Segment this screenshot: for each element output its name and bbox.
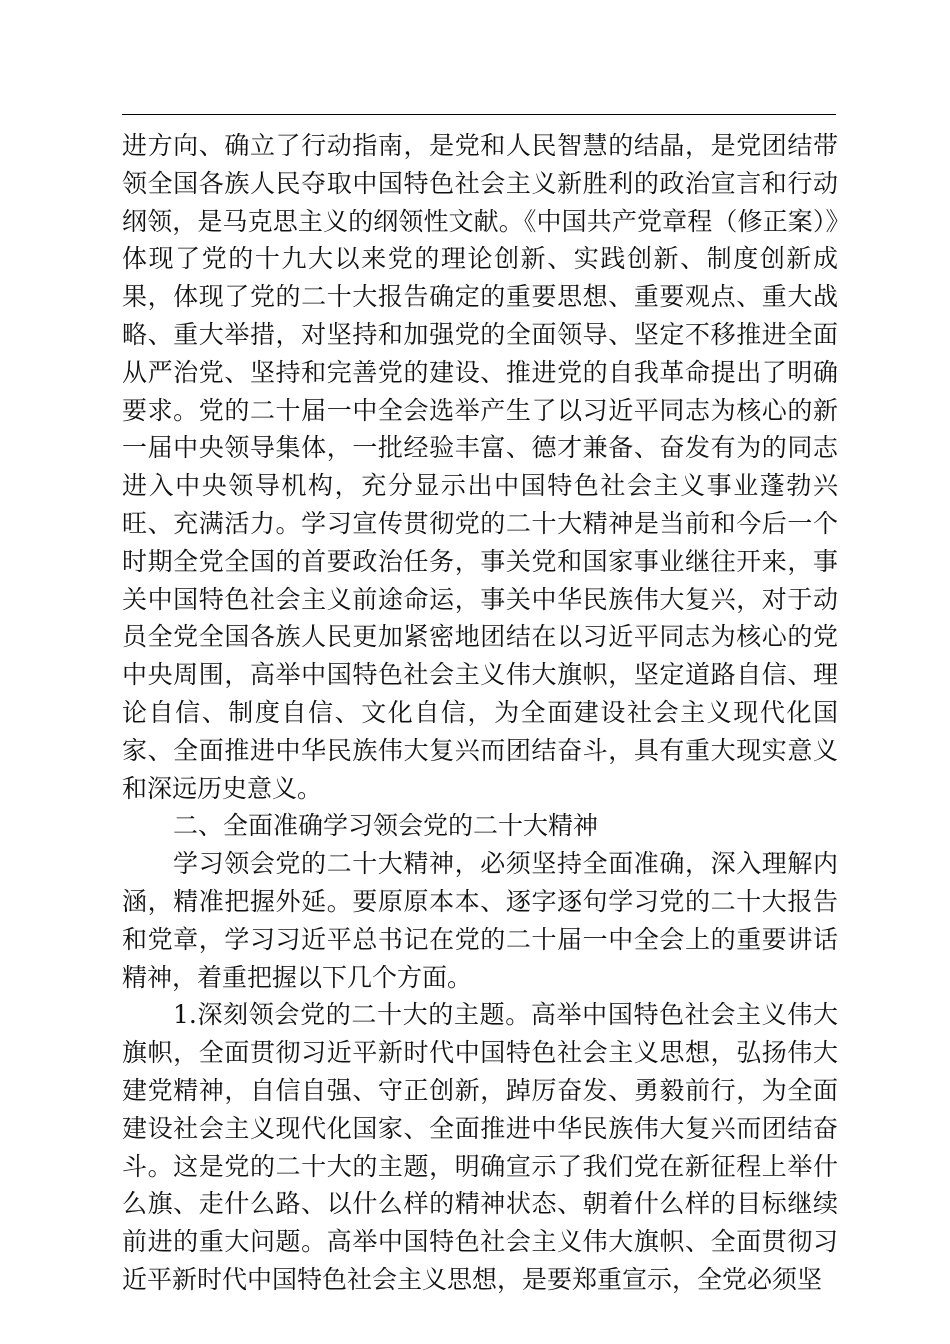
paragraph-theme: 1.深刻领会党的二十大的主题。高举中国特色社会主义伟大旗帜，全面贯彻习近平新时代中国特色社会主义思想，弘扬伟大建党精神，自信自强、守正创新，踔厉奋发、勇毅前行，为全面建设社会主义现代化国家、全面推进中华民族伟大复兴而团结奋斗。这是党的二十大的主题，明确宣示了我们党在新征程上举什么旗、走什么路、以什么样的精神状态、朝着什么样的目标继续前进的重大问题。高举中国特色社会主义伟大旗帜、全面贯彻习近平新时代中国特色社会主义思想，是要郑重宣示，全党必须坚 [122, 1000, 838, 1294]
paragraph-continued: 进方向、确立了行动指南，是党和人民智慧的结晶，是党团结带领全国各族人民夺取中国特色社会主义新胜利的政治宣言和行动纲领，是马克思主义的纲领性文献。《中国共产党章程（修正案）》体现了党的十九大以来党的理论创新、实践创新、制度创新成果，体现了党的二十大报告确定的重要思想、重要观点、重大战略、重大举措，对坚持和加强党的全面领导、坚定不移推进全面从严治党、坚持和完善党的建设、推进党的自我革命提出了明确要求。党的二十届一中全会选举产生了以习近平同志为核心的新一届中央领导集体，一批经验丰富、德才兼备、奋发有为的同志进入中央领导机构，充分显示出中国特色社会主义事业蓬勃兴旺、充满活力。学习宣传贯彻党的二十大精神是当前和今后一个时期全党全国的首要政治任务，事关党和国家事业继往开来，事关中国特色社会主义前途命运，事关中华民族伟大复兴，对于动员全党全国各族人民更加紧密地团结在以习近平同志为核心的党中央周围，高举中国特色社会主义伟大旗帜，坚定道路自信、理论自信、制度自信、文化自信，为全面建设社会主义现代化国家、全面推进中华民族伟大复兴而团结奋斗，具有重大现实意义和深远历史意义。 [122, 131, 838, 803]
header-rule [122, 114, 836, 115]
paragraph-intro: 学习领会党的二十大精神，必须坚持全面准确，深入理解内涵，精准把握外延。要原原本本、逐字逐句学习党的二十大报告和党章，学习习近平总书记在党的二十届一中全会上的重要讲话精神，着重把握以下几个方面。 [122, 849, 838, 992]
section-heading: 二、全面准确学习领会党的二十大精神 [173, 811, 599, 841]
document-body [122, 127, 838, 1299]
